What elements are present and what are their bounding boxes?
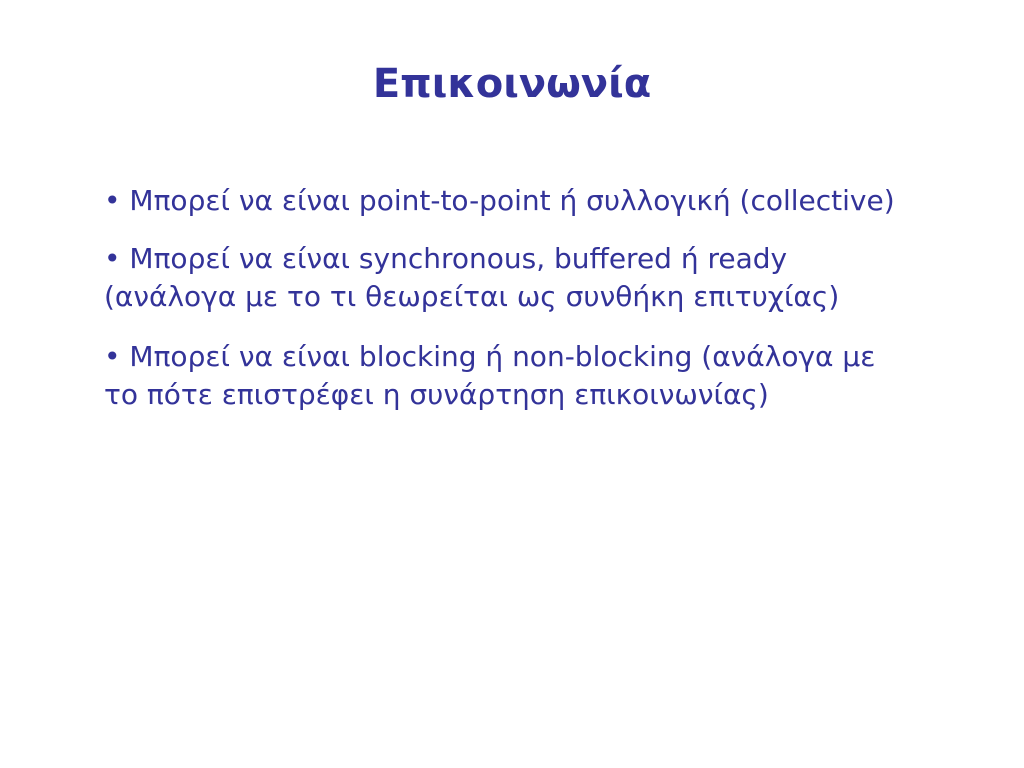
bullet-item-point-to-point: • Μπορεί να είναι point-to-point ή συλλογική (collective): [104, 184, 895, 217]
bullet-list: [104, 182, 904, 434]
bullet-item-synchronous: • Μπορεί να είναι synchronous, buffered ή ready (ανάλογα με το τι θεωρείται ως συνθήκη επιτυχίας): [104, 242, 840, 313]
slide-title: Επικοινωνία: [372, 61, 652, 107]
bullet-item-blocking: • Μπορεί να είναι blocking ή non-blocking (ανάλογα με το πότε επιστρέφει η συνάρτηση επικοινωνίας): [104, 340, 876, 411]
